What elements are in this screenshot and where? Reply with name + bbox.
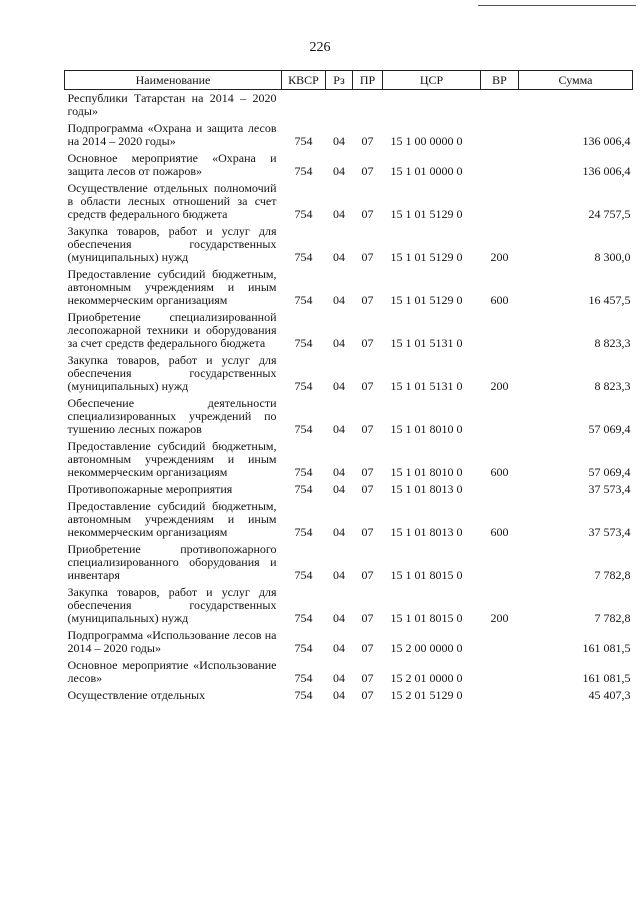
cell-kvsr: 754: [294, 671, 313, 685]
cell-name: Основное мероприятие «Охрана и защита лесов от пожаров»: [67, 151, 277, 178]
cell-kvsr: 754: [294, 568, 313, 582]
header-kvsr: КВСР: [282, 71, 326, 90]
cell-name: Закупка товаров, работ и услуг для обеспечения государственных (муниципальных) нужд: [67, 353, 277, 393]
cell-name: Обеспечение деятельности специализированных учреждений по тушению лесных пожаров: [67, 396, 277, 436]
cell-vr: [481, 120, 519, 150]
cell-name: Закупка товаров, работ и услуг для обеспечения государственных (муниципальных) нужд: [67, 224, 277, 264]
cell-kvsr: 754: [294, 641, 313, 655]
cell-kvsr: 754: [294, 336, 313, 350]
cell-pr: 07: [361, 482, 374, 496]
table-row: [65, 90, 633, 121]
cell-vr: 600: [490, 525, 509, 539]
cell-rz: 04: [333, 525, 345, 539]
cell-name: Приобретение специализированной лесопожарной техники и оборудования за счет средств федерального бюджета: [67, 310, 277, 350]
cell-kvsr: 754: [294, 207, 313, 221]
cell-rz: 04: [333, 379, 345, 393]
cell-sum: 136 006,4: [582, 134, 631, 148]
cell-kvsr: 754: [294, 688, 313, 702]
table-row: [65, 395, 633, 438]
cell-pr: 07: [361, 568, 374, 582]
cell-pr: 07: [361, 465, 374, 479]
table-row: [65, 309, 633, 352]
cell-csr: [383, 90, 481, 121]
cell-pr: 07: [361, 422, 374, 436]
table-row: [65, 584, 633, 627]
header-pr: ПР: [353, 71, 383, 90]
cell-name: Подпрограмма «Охрана и защита лесов на 2014 – 2020 годы»: [67, 121, 277, 148]
header-name: Наименование: [65, 71, 282, 90]
table-row: [65, 266, 633, 309]
cell-name: Предоставление субсидий бюджетным, автономным учреждениям и иным некоммерческим организациям: [67, 439, 277, 479]
cell-vr: [481, 150, 519, 180]
cell-kvsr: 754: [294, 525, 313, 539]
cell-name: Противопожарные мероприятия: [67, 482, 233, 496]
cell-name: Осуществление отдельных: [67, 688, 206, 702]
cell-rz: 04: [333, 688, 345, 702]
cell-rz: 04: [333, 465, 345, 479]
cell-pr: 07: [361, 207, 374, 221]
cell-name: Республики Татарстан на 2014 – 2020 годы»: [67, 91, 277, 118]
cell-sum: 161 081,5: [582, 671, 631, 685]
cell-sum: [519, 90, 633, 121]
cell-csr: 15 1 01 5131 0: [390, 379, 463, 393]
cell-rz: 04: [333, 336, 345, 350]
cell-name: Приобретение противопожарного специализированного оборудования и инвентаря: [67, 542, 277, 582]
cell-kvsr: [282, 90, 326, 121]
cell-csr: 15 2 00 0000 0: [390, 641, 463, 655]
cell-sum: 37 573,4: [588, 525, 631, 539]
cell-rz: 04: [333, 568, 345, 582]
cell-csr: 15 1 01 8010 0: [390, 465, 463, 479]
table-row: [65, 120, 633, 150]
cell-name: Закупка товаров, работ и услуг для обеспечения государственных (муниципальных) нужд: [67, 585, 277, 625]
cell-rz: [326, 90, 353, 121]
cell-kvsr: 754: [294, 134, 313, 148]
cell-sum: 8 300,0: [594, 250, 631, 264]
cell-vr: [481, 309, 519, 352]
header-sum: Сумма: [519, 71, 633, 90]
cell-sum: 161 081,5: [582, 641, 631, 655]
cell-pr: 07: [361, 671, 374, 685]
cell-vr: [481, 395, 519, 438]
cell-sum: 24 757,5: [588, 207, 631, 221]
cell-csr: 15 1 01 8010 0: [390, 422, 463, 436]
cell-vr: [481, 657, 519, 687]
cell-pr: 07: [361, 688, 374, 702]
cell-sum: 8 823,3: [594, 336, 631, 350]
cell-kvsr: 754: [294, 293, 313, 307]
cell-vr: [481, 687, 519, 704]
cell-rz: 04: [333, 482, 345, 496]
cell-sum: 57 069,4: [588, 465, 631, 479]
header-csr: ЦСР: [383, 71, 481, 90]
cell-vr: 600: [490, 293, 509, 307]
cell-pr: 07: [361, 379, 374, 393]
table-header: [65, 71, 633, 90]
cell-csr: 15 1 01 5129 0: [390, 207, 463, 221]
budget-table: [64, 70, 633, 704]
cell-vr: [481, 481, 519, 498]
cell-sum: 136 006,4: [582, 164, 631, 178]
table-row: [65, 438, 633, 481]
cell-csr: 15 1 01 0000 0: [390, 164, 463, 178]
cell-kvsr: 754: [294, 465, 313, 479]
cell-csr: 15 2 01 0000 0: [390, 671, 463, 685]
cell-vr: [481, 90, 519, 121]
cell-csr: 15 1 01 5129 0: [390, 250, 463, 264]
top-rule: [478, 5, 636, 6]
cell-sum: 16 457,5: [588, 293, 631, 307]
cell-rz: 04: [333, 250, 345, 264]
cell-csr: 15 1 01 5129 0: [390, 293, 463, 307]
cell-kvsr: 754: [294, 250, 313, 264]
cell-rz: 04: [333, 641, 345, 655]
cell-vr: 200: [490, 611, 509, 625]
cell-pr: 07: [361, 336, 374, 350]
cell-name: Подпрограмма «Использование лесов на 2014 – 2020 годы»: [67, 628, 277, 655]
table-row: [65, 481, 633, 498]
cell-csr: 15 1 01 8015 0: [390, 568, 463, 582]
cell-name: Основное мероприятие «Использование лесов»: [67, 658, 277, 685]
cell-rz: 04: [333, 164, 345, 178]
cell-vr: 200: [490, 250, 509, 264]
cell-csr: 15 1 00 0000 0: [390, 134, 463, 148]
cell-kvsr: 754: [294, 482, 313, 496]
table-row: [65, 498, 633, 541]
table-row: [65, 223, 633, 266]
cell-rz: 04: [333, 293, 345, 307]
cell-csr: 15 1 01 8015 0: [390, 611, 463, 625]
cell-pr: 07: [361, 525, 374, 539]
cell-sum: 37 573,4: [588, 482, 631, 496]
cell-kvsr: 754: [294, 379, 313, 393]
cell-sum: 57 069,4: [588, 422, 631, 436]
cell-rz: 04: [333, 207, 345, 221]
cell-sum: 7 782,8: [594, 568, 631, 582]
cell-rz: 04: [333, 422, 345, 436]
cell-csr: 15 1 01 8013 0: [390, 525, 463, 539]
table-row: [65, 541, 633, 584]
table-row: [65, 627, 633, 657]
cell-pr: 07: [361, 641, 374, 655]
cell-kvsr: 754: [294, 164, 313, 178]
cell-name: Осуществление отдельных полномочий в области лесных отношений за счет средств федерального бюджета: [67, 181, 277, 221]
table-row: [65, 150, 633, 180]
table-row: [65, 657, 633, 687]
cell-vr: 200: [490, 379, 509, 393]
cell-rz: 04: [333, 611, 345, 625]
cell-csr: 15 2 01 5129 0: [390, 688, 463, 702]
cell-vr: [481, 627, 519, 657]
cell-vr: 600: [490, 465, 509, 479]
cell-name: Предоставление субсидий бюджетным, автономным учреждениям и иным некоммерческим организациям: [67, 267, 277, 307]
cell-csr: 15 1 01 5131 0: [390, 336, 463, 350]
table-row: [65, 687, 633, 704]
cell-pr: 07: [361, 164, 374, 178]
cell-csr: 15 1 01 8013 0: [390, 482, 463, 496]
cell-rz: 04: [333, 134, 345, 148]
cell-pr: 07: [361, 293, 374, 307]
cell-rz: 04: [333, 671, 345, 685]
header-rz: Рз: [326, 71, 353, 90]
cell-sum: 45 407,3: [588, 688, 631, 702]
table-body: [65, 90, 633, 705]
cell-pr: 07: [361, 134, 374, 148]
cell-sum: 7 782,8: [594, 611, 631, 625]
cell-pr: [353, 90, 383, 121]
cell-kvsr: 754: [294, 422, 313, 436]
header-vr: ВР: [481, 71, 519, 90]
cell-sum: 8 823,3: [594, 379, 631, 393]
cell-pr: 07: [361, 611, 374, 625]
table-row: [65, 352, 633, 395]
cell-vr: [481, 541, 519, 584]
cell-pr: 07: [361, 250, 374, 264]
cell-vr: [481, 180, 519, 223]
page-number: 226: [309, 40, 331, 55]
cell-kvsr: 754: [294, 611, 313, 625]
table-row: [65, 180, 633, 223]
cell-name: Предоставление субсидий бюджетным, автономным учреждениям и иным некоммерческим организациям: [67, 499, 277, 539]
